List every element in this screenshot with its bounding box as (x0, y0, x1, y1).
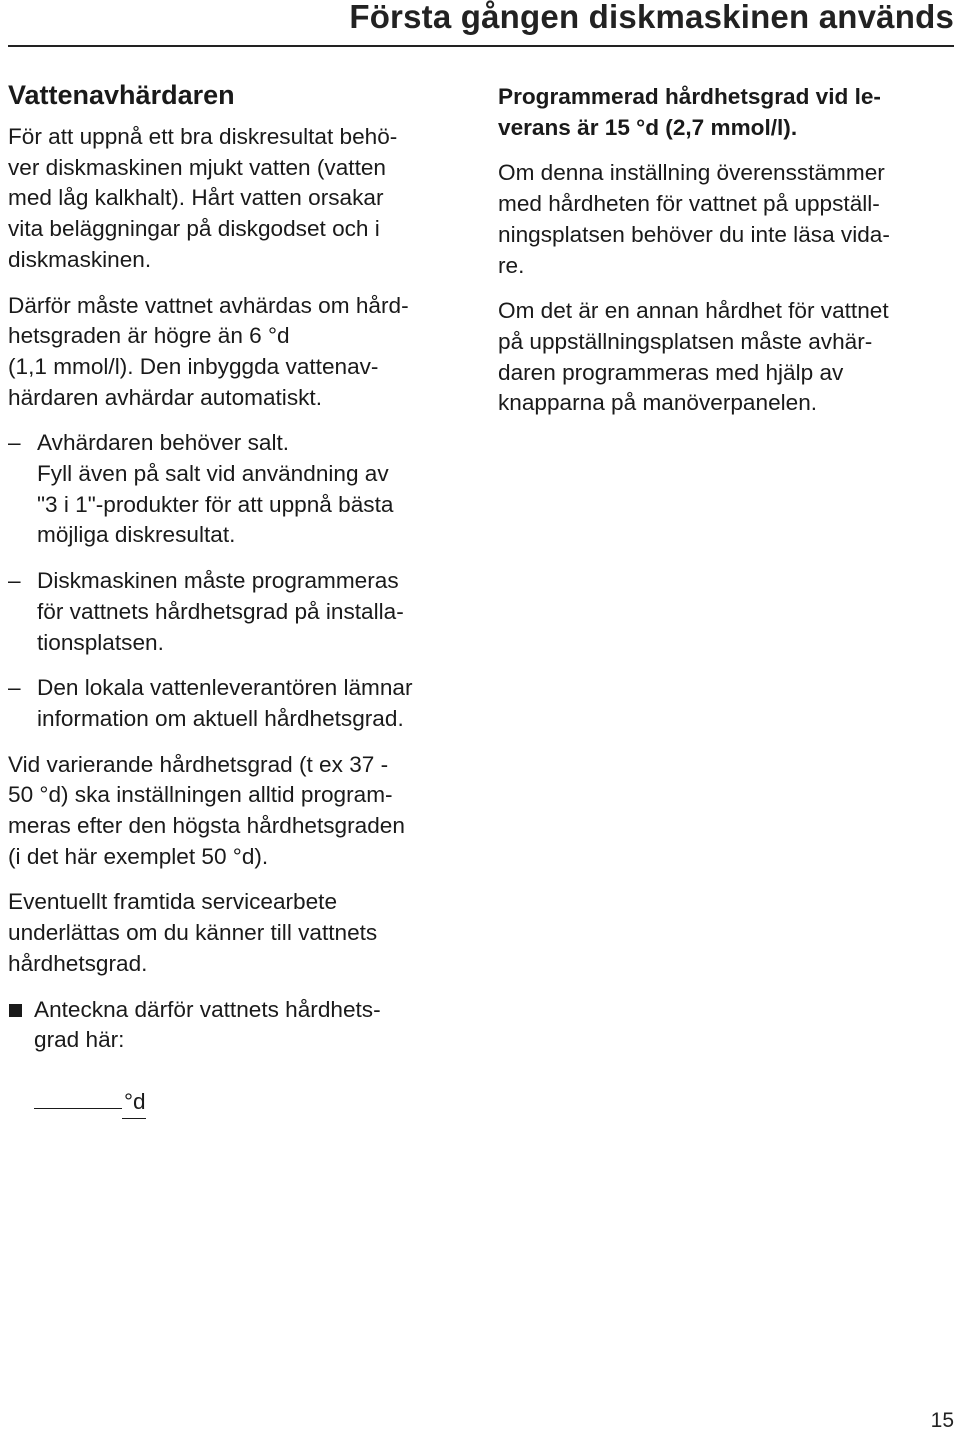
text-line: underlättas om du känner till vattnets (8, 920, 378, 946)
square-bullet-icon (9, 1004, 22, 1017)
matching-setting-paragraph (498, 158, 958, 281)
text-line: grad här: (34, 1027, 125, 1053)
intro-paragraph (8, 122, 478, 276)
text-line: ver diskmaskinen mjukt vatten (vatten (8, 154, 386, 180)
text-line: Om denna inställning överensstämmer (498, 160, 885, 186)
factory-setting-lead (498, 82, 958, 143)
text-line: tionsplatsen. (37, 629, 164, 655)
text-line: Om det är en annan hårdhet för vattnet (498, 298, 889, 324)
text-line: hetsgraden är högre än 6 °d (8, 323, 290, 349)
dash-bullet: – (8, 675, 21, 701)
varying-hardness-paragraph (8, 750, 478, 873)
dash-list-item-salt (8, 428, 478, 551)
text-line: på uppställningsplatsen måste avhär- (498, 328, 873, 354)
text-line: vita beläggningar på diskgodset och i (8, 216, 380, 242)
fill-in-blank-line (34, 1084, 122, 1109)
page-number: 15 (930, 1409, 954, 1432)
text-line: med hårdheten för vattnet på uppställ- (498, 191, 880, 217)
softening-paragraph (8, 291, 478, 414)
header-rule (8, 45, 954, 47)
text-line: daren programmeras med hjälp av (498, 359, 844, 385)
text-line: möjliga diskresultat. (37, 522, 236, 548)
text-line: Fyll även på salt vid användning av (37, 461, 389, 487)
text-line: hårdhetsgrad. (8, 950, 148, 976)
text-line: verans är 15 °d (2,7 mmol/l). (498, 114, 798, 140)
page-header-title: Första gången diskmaskinen används (349, 0, 954, 35)
text-line: Anteckna därför vattnets hårdhets- (34, 996, 381, 1022)
dash-bullet: – (8, 568, 21, 594)
text-line: "3 i 1"-produkter för att uppnå bästa (37, 491, 394, 517)
text-line: information om aktuell hårdhetsgrad. (37, 705, 404, 731)
text-line: Vid varierande hårdhetsgrad (t ex 37 - (8, 751, 389, 777)
text-line: Eventuellt framtida servicearbete (8, 889, 338, 915)
section-heading: Vattenavhärdaren (8, 80, 235, 110)
action-instruction (8, 995, 478, 1056)
text-line: för vattnets hårdhetsgrad på installa- (37, 598, 404, 624)
text-line: (1,1 mmol/l). Den inbyggda vattenav- (8, 353, 379, 379)
text-line: Den lokala vattenleverantören lämnar (37, 675, 413, 701)
text-line: härdaren avhärdar automatiskt. (8, 384, 322, 410)
text-line: Därför måste vattnet avhärdas om hård- (8, 292, 409, 318)
text-line: Diskmaskinen måste programmeras (37, 568, 399, 594)
text-line: Avhärdaren behöver salt. (37, 430, 290, 456)
right-column (498, 82, 958, 434)
dash-list-item-programming (8, 566, 478, 658)
text-line: För att uppnå ett bra diskresultat behö- (8, 124, 398, 149)
text-line: knapparna på manöverpanelen. (498, 390, 818, 416)
text-line: med låg kalkhalt). Hårt vatten orsakar (8, 185, 384, 211)
text-line: meras efter den högsta hårdhetsgraden (8, 813, 405, 839)
hardness-fill-in-field (34, 1084, 146, 1119)
text-line: diskmaskinen. (8, 246, 152, 272)
fill-in-unit: °d (122, 1087, 146, 1119)
text-line: re. (498, 252, 525, 278)
left-column (8, 79, 478, 1119)
text-line: 50 °d) ska inställningen alltid program- (8, 782, 393, 808)
dash-bullet: – (8, 430, 21, 456)
text-line: ningsplatsen behöver du inte läsa vida- (498, 221, 890, 247)
text-line: Programmerad hårdhetsgrad vid le- (498, 84, 881, 109)
dash-list-item-supplier (8, 673, 478, 734)
text-line: (i det här exemplet 50 °d). (8, 843, 269, 869)
service-paragraph (8, 887, 478, 979)
different-hardness-paragraph (498, 296, 958, 419)
